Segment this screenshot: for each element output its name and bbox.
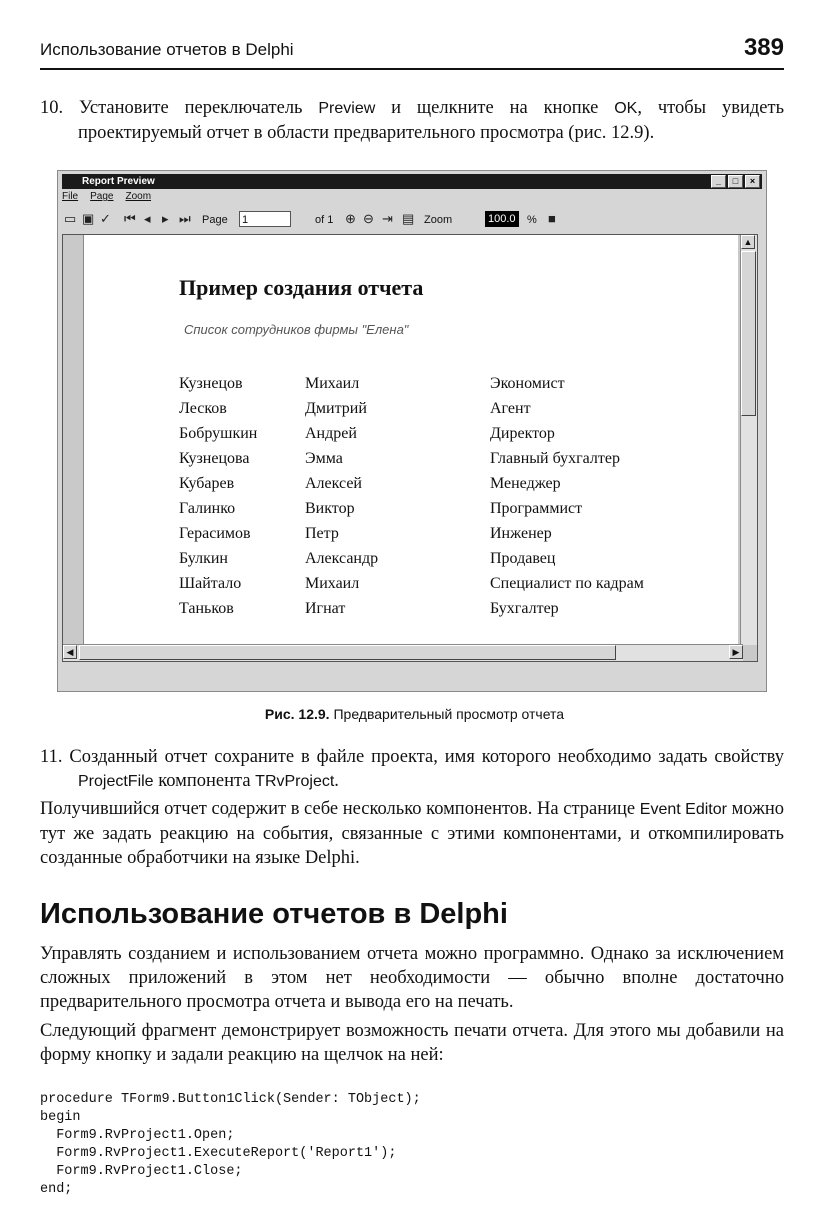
- figure-caption-label: Рис. 12.9.: [264, 706, 330, 722]
- step-text: компонента: [153, 771, 256, 791]
- code-line: Form9.RvProject1.Open;: [40, 1128, 235, 1143]
- report-row: [179, 475, 644, 500]
- report-row: [179, 525, 644, 550]
- step-10: [40, 96, 785, 145]
- report-row: [179, 500, 644, 525]
- menu-file[interactable]: File: [62, 191, 79, 202]
- report-row: [179, 375, 644, 400]
- report-surname: Бобрушкин: [179, 425, 258, 442]
- report-surname: Шайтало: [179, 575, 242, 592]
- preview-toolbar: [62, 209, 762, 231]
- zoom-input[interactable]: 100.0: [485, 211, 519, 227]
- report-position: Главный бухгалтер: [490, 450, 620, 467]
- code-line: procedure TForm9.Button1Click(Sender: TObject);: [40, 1092, 421, 1107]
- report-first-name: Эмма: [305, 450, 343, 467]
- report-first-name: Александр: [305, 550, 379, 567]
- report-position: Бухгалтер: [490, 600, 559, 617]
- report-surname: Галинко: [179, 500, 236, 517]
- step-text: Установите переключатель: [79, 98, 319, 118]
- step-11: [40, 745, 785, 794]
- running-header: [40, 34, 784, 70]
- report-position: Менеджер: [490, 475, 561, 492]
- code-line: begin: [40, 1110, 81, 1125]
- paragraph-code-intro: Следующий фрагмент демонстрирует возможность печати отчета. Для этого мы добавили на форму кнопку и задали реакцию на щелчок на ней:: [40, 1021, 784, 1065]
- event-editor-page-name: Event Editor: [639, 801, 727, 818]
- report-surname: Кузнецов: [179, 375, 243, 392]
- minimize-button[interactable]: _: [711, 175, 726, 188]
- report-first-name: Алексей: [305, 475, 362, 492]
- report-position: Программист: [490, 500, 583, 517]
- report-first-name: Виктор: [305, 500, 355, 517]
- menu-page[interactable]: Page: [90, 191, 114, 202]
- next-page-icon[interactable]: ▸: [162, 211, 169, 226]
- zoom-out-icon[interactable]: ⊖: [363, 211, 374, 226]
- maximize-button[interactable]: □: [728, 175, 743, 188]
- horizontal-scroll-thumb[interactable]: [79, 645, 616, 660]
- report-surname: Кубарев: [179, 475, 235, 492]
- section-heading: Использование отчетов в Delphi: [40, 898, 508, 930]
- report-row: [179, 400, 644, 425]
- report-first-name: Михаил: [305, 575, 360, 592]
- open-icon[interactable]: ▭: [64, 211, 77, 226]
- trvproject-component-name: TRvProject: [255, 773, 335, 790]
- report-first-name: Игнат: [305, 600, 346, 617]
- step-text: Созданный отчет сохраните в файле проекта, имя которого необходимо задать свойству: [69, 747, 785, 767]
- report-position: Продавец: [490, 550, 556, 567]
- full-page-icon[interactable]: ▤: [402, 211, 415, 226]
- report-position: Директор: [490, 425, 555, 442]
- horizontal-scrollbar[interactable]: [63, 644, 743, 661]
- scroll-right-icon[interactable]: ▶: [729, 645, 743, 659]
- report-first-name: Михаил: [305, 375, 360, 392]
- figure-caption: [0, 706, 829, 722]
- step-number: 11.: [40, 747, 63, 767]
- window-title: Report Preview: [82, 176, 155, 187]
- report-subtitle: Список сотрудников фирмы "Елена": [184, 322, 409, 337]
- code-line: end;: [40, 1182, 73, 1197]
- report-position: Агент: [490, 400, 531, 417]
- code-line: Form9.RvProject1.Close;: [40, 1164, 243, 1179]
- code-listing: [40, 1073, 421, 1217]
- report-position: Экономист: [490, 375, 565, 392]
- vertical-scroll-thumb[interactable]: [741, 251, 756, 416]
- report-surname: Лесков: [179, 400, 227, 417]
- page-label: Page: [202, 214, 228, 226]
- preview-option-name: Preview: [318, 100, 376, 117]
- ok-button-name: OK: [614, 100, 638, 117]
- report-first-name: Дмитрий: [305, 400, 367, 417]
- print-icon[interactable]: ✓: [100, 211, 111, 226]
- page-number: 389: [743, 34, 784, 61]
- paragraph-text: можно тут же задать реакцию на события, связанные с этими компонентами, и откомпилировать созданные обработчики на языке Delphi.: [40, 799, 785, 868]
- paragraph-event-editor: [40, 797, 784, 870]
- report-surname: Булкин: [179, 550, 228, 567]
- window-titlebar: [62, 174, 762, 189]
- report-position: Специалист по кадрам: [490, 575, 644, 592]
- report-row: [179, 450, 644, 475]
- report-table: [179, 375, 644, 625]
- step-number: 10.: [40, 98, 64, 118]
- last-page-icon[interactable]: ⏭: [179, 211, 191, 226]
- report-position: Инженер: [490, 525, 552, 542]
- report-surname: Герасимов: [179, 525, 251, 542]
- vertical-scrollbar[interactable]: [740, 235, 757, 645]
- menu-zoom[interactable]: Zoom: [125, 191, 152, 202]
- report-row: [179, 550, 644, 575]
- first-page-icon[interactable]: ⏮: [124, 211, 136, 226]
- menu-bar: [62, 191, 151, 205]
- save-icon[interactable]: ▣: [82, 211, 95, 226]
- prev-page-icon[interactable]: ◂: [144, 211, 151, 226]
- paragraph-text: Получившийся отчет содержит в себе несколько компонентов. На странице: [40, 799, 640, 819]
- report-preview-window: [57, 170, 767, 692]
- report-page: [83, 235, 738, 647]
- preview-viewport: [62, 234, 758, 662]
- report-row: [179, 575, 644, 600]
- scroll-up-icon[interactable]: ▲: [741, 235, 755, 249]
- page-width-icon[interactable]: ⇥: [382, 211, 393, 226]
- step-text: и щелкните на кнопке: [375, 98, 615, 118]
- code-line: Form9.RvProject1.ExecuteReport('Report1');: [40, 1146, 397, 1161]
- report-surname: Кузнецова: [179, 450, 250, 467]
- report-surname: Таньков: [179, 600, 234, 617]
- zoom-label: Zoom: [424, 214, 453, 226]
- step-text: , чтобы увидеть проектируемый отчет в области предварительного просмотра (рис. 12.9).: [78, 98, 785, 143]
- report-first-name: Андрей: [305, 425, 357, 442]
- zoom-percent: %: [527, 214, 537, 226]
- scroll-left-icon[interactable]: ◀: [63, 645, 77, 659]
- running-header-title: Использование отчетов в Delphi: [40, 40, 294, 59]
- exit-icon[interactable]: ■: [548, 211, 556, 226]
- paragraph-programmatic: Управлять созданием и использованием отчета можно программно. Однако за исключением сложных приложений в этом нет необходимости — обычно вполне достаточно предварительного просмотра отчета и вывода его на печать.: [40, 944, 784, 1012]
- figure-caption-text: Предварительный просмотр отчета: [329, 706, 565, 722]
- report-title: Пример создания отчета: [179, 275, 424, 300]
- close-button[interactable]: ×: [745, 175, 760, 188]
- page-count-label: of 1: [315, 214, 334, 226]
- zoom-in-icon[interactable]: ⊕: [345, 211, 356, 226]
- report-first-name: Петр: [305, 525, 339, 542]
- projectfile-property-name: ProjectFile: [78, 773, 154, 790]
- page-input[interactable]: 1: [239, 211, 291, 227]
- window-buttons: [711, 175, 760, 188]
- report-row: [179, 600, 644, 625]
- report-row: [179, 425, 644, 450]
- step-text: .: [334, 771, 339, 791]
